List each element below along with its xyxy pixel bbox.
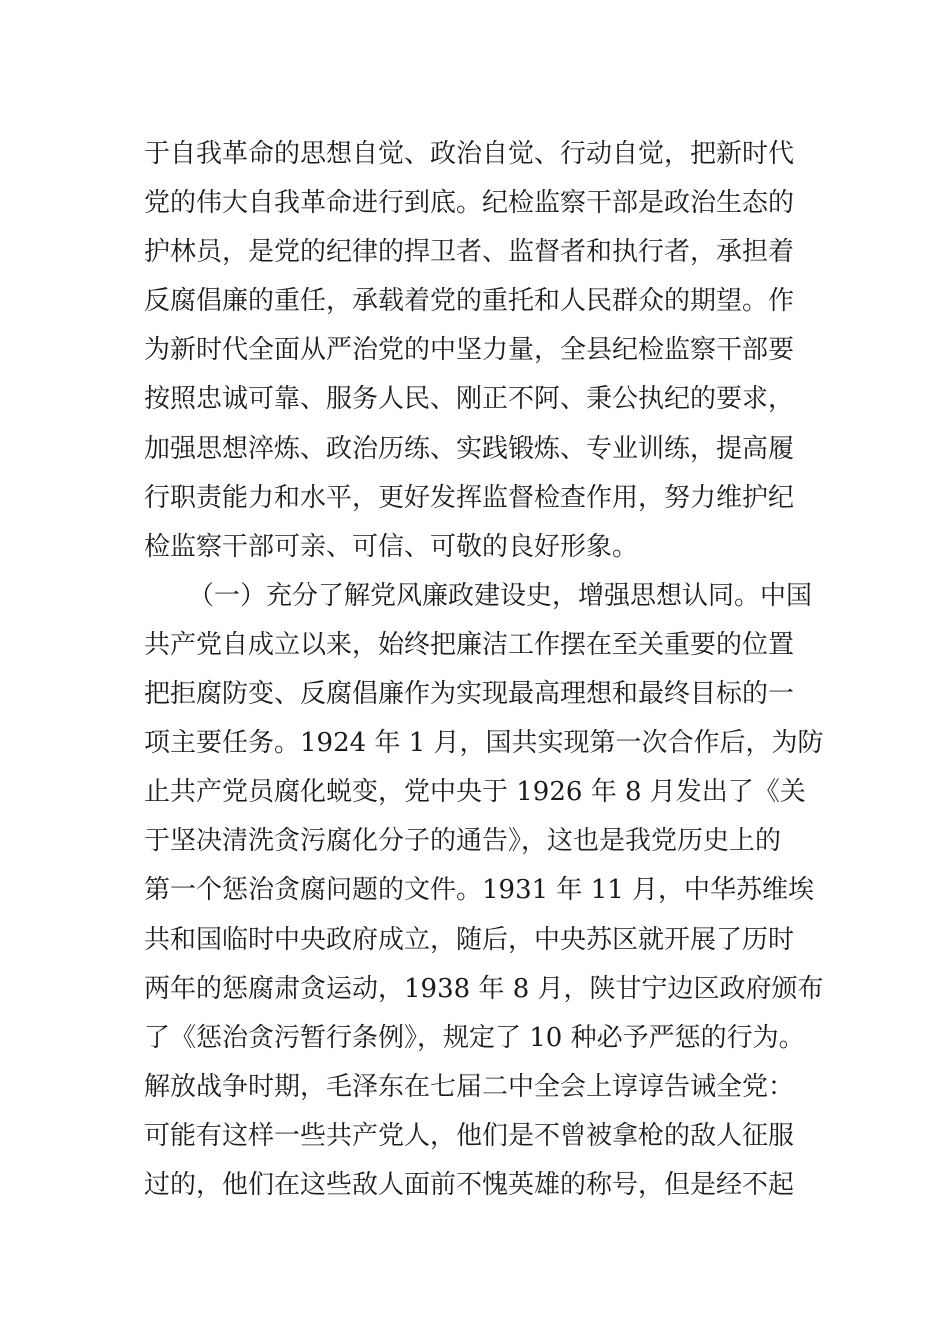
- text-line: 可能有这样一些共产党人，他们是不曾被拿枪的敌人征服: [144, 1120, 795, 1151]
- text-line: 反腐倡廉的重任，承载着党的重托和人民群众的期望。作: [144, 286, 795, 317]
- text-line: 于坚决清洗贪污腐化分子的通告》，这也是我党历史上的: [144, 826, 782, 857]
- text-line: 两年的惩腐肃贪运动，1938 年 8 月，陕甘宁边区政府颁布: [144, 973, 824, 1004]
- text-line: 检监察干部可亲、可信、可敬的良好形象。: [144, 531, 639, 562]
- text-line: 于自我革命的思想自觉、政治自觉、行动自觉，把新时代: [144, 139, 795, 169]
- text-line: 护林员，是党的纪律的捍卫者、监督者和执行者，承担着: [144, 237, 795, 268]
- text-line: 共产党自成立以来，始终把廉洁工作摆在至关重要的位置: [144, 629, 795, 660]
- body-text: [144, 130, 824, 1210]
- text-line: 过的，他们在这些敌人面前不愧英雄的称号，但是经不起: [144, 1169, 795, 1200]
- text-line: 共和国临时中央政府成立，随后，中央苏区就开展了历时: [144, 924, 795, 955]
- text-line: 把拒腐防变、反腐倡廉作为实现最高理想和最终目标的一: [144, 679, 795, 710]
- text-line: 加强思想淬炼、政治历练、实践锻炼、专业训练，提高履: [144, 433, 795, 464]
- text-line: 了《惩治贪污暂行条例》，规定了 10 种必予严惩的行为。: [144, 1022, 805, 1053]
- text-line: 按照忠诚可靠、服务人民、刚正不阿、秉公执纪的要求，: [144, 384, 795, 415]
- text-line: 第一个惩治贪腐问题的文件。1931 年 11 月，中华苏维埃: [144, 875, 815, 906]
- text-line: 止共产党员腐化蜕变，党中央于 1926 年 8 月发出了《关: [144, 777, 806, 808]
- text-line: 党的伟大自我革命进行到底。纪检监察干部是政治生态的: [144, 188, 795, 219]
- text-line: 行职责能力和水平，更好发挥监督检查作用，努力维护纪: [144, 482, 795, 513]
- text-line: 解放战争时期，毛泽东在七届二中全会上谆谆告诫全党：: [144, 1071, 795, 1102]
- text-line: 项主要任务。1924 年 1 月，国共实现第一次合作后，为防: [144, 728, 824, 759]
- section-heading-line: （一）充分了解党风廉政建设史，增强思想认同。中国: [188, 580, 813, 611]
- text-line: 为新时代全面从严治党的中坚力量，全县纪检监察干部要: [144, 335, 795, 366]
